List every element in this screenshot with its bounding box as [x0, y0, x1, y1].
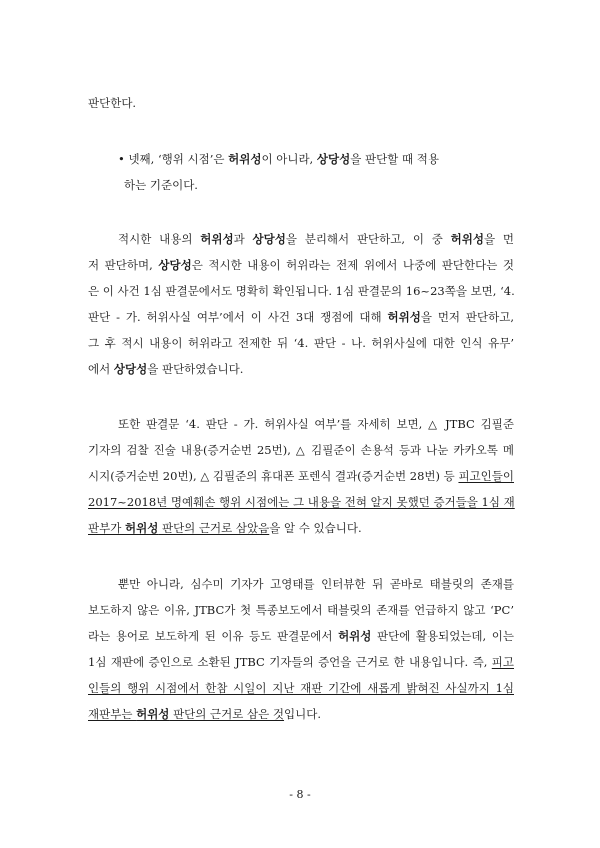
text-run: 그 후 적시 내용이 허위라고 전제한 뒤 ‘4. 판단 - 나. 허위사실에 대한 인식 유무’ — [88, 336, 514, 350]
underlined-text: 피고인들이 — [458, 469, 514, 483]
underlined-text: 판단의 근거로 삼았음 — [158, 521, 270, 535]
bullet-continuation — [124, 177, 550, 193]
text-run: 과 — [233, 232, 253, 246]
text-run: 뿐만 아니라, 심수미 기자가 고영태를 인터뷰한 뒤 곧바로 태블릿의 존재를 — [118, 577, 514, 591]
paragraph-line — [88, 706, 514, 722]
paragraph-line — [118, 231, 514, 247]
paragraph-line — [88, 442, 514, 458]
paragraph-line — [88, 520, 514, 536]
paragraph-line — [88, 654, 514, 670]
bullet-line — [118, 151, 439, 167]
paragraph-line — [88, 628, 514, 644]
bold-term: 허위성 — [136, 707, 170, 721]
text-run: 을 판단하였습니다. — [147, 362, 244, 376]
text-line — [88, 95, 514, 111]
text-run: 을 판단할 때 적용 — [350, 152, 439, 166]
underlined-text: 인들의 행위 시점에서 한참 시일이 지난 재판 기간에 새롭게 밝혀진 사실까지 1심 — [88, 681, 514, 695]
bold-term: 허위성 — [387, 310, 421, 324]
text-run: 이 아니라, — [261, 152, 317, 166]
bold-term: 허위성 — [450, 232, 484, 246]
text-run: 을 먼 — [483, 232, 514, 246]
bold-term: 상당성 — [316, 152, 351, 166]
paragraph-line — [118, 576, 514, 592]
underlined-text: 판단의 근거로 삼은 것 — [169, 707, 285, 721]
text-run: 은 이 사건 1심 판결문에서도 명확히 확인됩니다. 1심 판결문의 16~23쪽을 보면, ‘4. — [88, 284, 515, 298]
text-run: 적시한 내용의 — [118, 232, 201, 246]
text-run: 을 알 수 있습니다. — [269, 521, 362, 535]
bold-term: 상당성 — [158, 258, 192, 272]
bold-term: 허위성 — [200, 232, 234, 246]
paragraph-line — [88, 283, 514, 299]
text-run: 하는 기준이다. — [124, 178, 198, 192]
text-run: 판단에 활용되었는데, 이는 — [371, 629, 514, 643]
text-run: 기자의 검찰 진술 내용(증거순번 25번), △ 김필준이 손용석 등과 나눈 카카오톡 메 — [88, 443, 514, 457]
bold-term: 허위성 — [228, 152, 262, 166]
text-run: • 넷째, ‘행위 시점’은 — [118, 152, 229, 166]
text-run: 또한 판결문 ‘4. 판단 - 가. 허위사실 여부’를 자세히 보면, △ JTBC 김필준 — [118, 417, 514, 431]
text-run: 에서 — [88, 362, 114, 376]
paragraph-line — [88, 361, 514, 377]
bold-term: 허위성 — [124, 521, 159, 535]
text-run: 시지(증거순번 20번), △ 김필준의 휴대폰 포렌식 결과(증거순번 28번) 등 — [88, 469, 459, 483]
underlined-text: 2017~2018년 명예훼손 행위 시점에는 그 내용을 전혀 알지 못했던 증거들을 1심 재 — [88, 495, 515, 509]
text-run: 을 먼저 판단하고, — [420, 310, 515, 324]
paragraph-line — [88, 257, 514, 273]
paragraph-line — [88, 309, 514, 325]
text-run: 1심 재판에 증인으로 소환된 JTBC 기자들의 증언을 근거로 한 내용입니다. 즉, — [88, 655, 492, 669]
bold-term: 상당성 — [252, 232, 286, 246]
underlined-text: 재판부는 — [88, 707, 137, 721]
text-run: 라는 용어로 보도하게 된 이유 등도 판결문에서 — [88, 629, 339, 643]
paragraph-line — [118, 416, 514, 432]
bold-term: 상당성 — [113, 362, 148, 376]
text-run: 판단 - 가. 허위사실 여부’에서 이 사건 3대 쟁점에 대해 — [88, 310, 388, 324]
text-run: 입니다. — [284, 707, 322, 721]
text-run: 을 분리해서 판단하고, 이 중 — [285, 232, 451, 246]
paragraph-line — [88, 468, 514, 484]
page-number: - 8 - — [289, 788, 311, 801]
text-run: 은 적시한 내용이 허위라는 전제 위에서 나중에 판단한다는 것 — [191, 258, 515, 272]
bold-term: 허위성 — [338, 629, 372, 643]
text-run: 저 판단하며, — [88, 258, 159, 272]
paragraph-line — [88, 680, 514, 696]
text-run: 보도하지 않은 이유, JTBC가 첫 특종보도에서 태블릿의 존재를 언급하지 않고 ‘PC’ — [88, 603, 514, 617]
paragraph-line — [88, 494, 514, 510]
paragraph-line — [88, 602, 514, 618]
paragraph-line — [88, 335, 514, 351]
underlined-text: 피고 — [491, 655, 514, 669]
underlined-text: 판부가 — [88, 521, 125, 535]
text-run: 판단한다. — [88, 96, 137, 110]
